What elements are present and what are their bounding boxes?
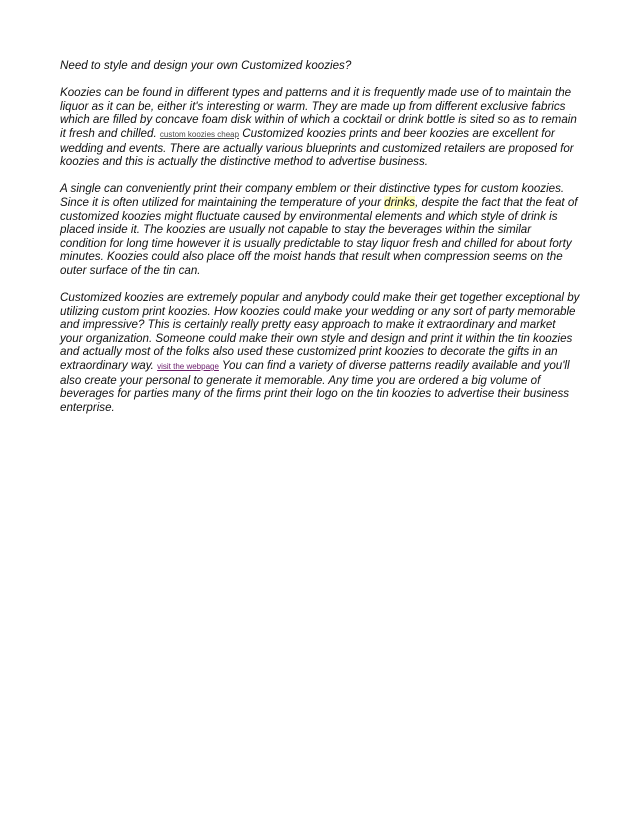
paragraph-2 — [60, 182, 580, 277]
heading-text: Need to style and design your own Customized koozies? — [60, 59, 352, 72]
paragraph-3 — [60, 291, 580, 414]
paragraph-2-text-after: , despite the fact that the feat of customized koozies might fluctuate caused by environmental elements and which style of drink is placed inside it. The koozies are usually not capable to stay the beverages within the similar condition for long time however it is usually predictable to stay liquor fresh and chilled for about forty minutes. Koozies could also place off the moist hands that result when compression seems on the outer surface of the tin can. — [60, 195, 578, 277]
paragraph-3-text-after: You can find a variety of diverse patterns readily available and you'll also create your personal to generate it memorable. Any time you are ordered a big volume of beverages for parties many of the firms print their logo on the tin koozies to advertise their business enterprise. — [60, 359, 570, 414]
visit-the-webpage-link[interactable]: visit the webpage — [157, 362, 219, 372]
paragraph-2-text-before: A single can conveniently print their company emblem or their distinctive types for custom koozies. Since it is often utilized for maintaining the temperature of your — [60, 182, 565, 209]
paragraph-1-text-after: Customized koozies prints and beer koozies are excellent for wedding and events. There are actually various blueprints and customized retailers are proposed for koozies and this is actually the distinctive method to advertise business. — [60, 126, 574, 169]
paragraph-1 — [60, 86, 580, 169]
document-body — [60, 59, 580, 428]
custom-koozies-cheap-link[interactable]: custom koozies cheap — [159, 129, 240, 139]
highlighted-word-drinks: drinks — [384, 195, 416, 209]
paragraph-1-text-before: Koozies can be found in different types and patterns and it is frequently made use of to maintain the liquor as it can be, either it's interesting or warm. They are made up from different exclusive fabrics which are filled by concave foam disk within of which a cocktail or drink bottle is sited so as to remain it fresh and chilled. — [60, 86, 577, 140]
paragraph-3-text-before: Customized koozies are extremely popular and anybody could make their get together exceptional by utilizing custom print koozies. How koozies could make your wedding or any sort of party memorable and impressive? This is certainly really pretty easy approach to make it extraordinary and market your organization. Someone could make their own style and design and print it within the tin koozies and actually most of the folks also used these customized print koozies to decorate the gifts in an extraordinary way. — [60, 291, 580, 373]
heading-paragraph — [60, 59, 580, 73]
